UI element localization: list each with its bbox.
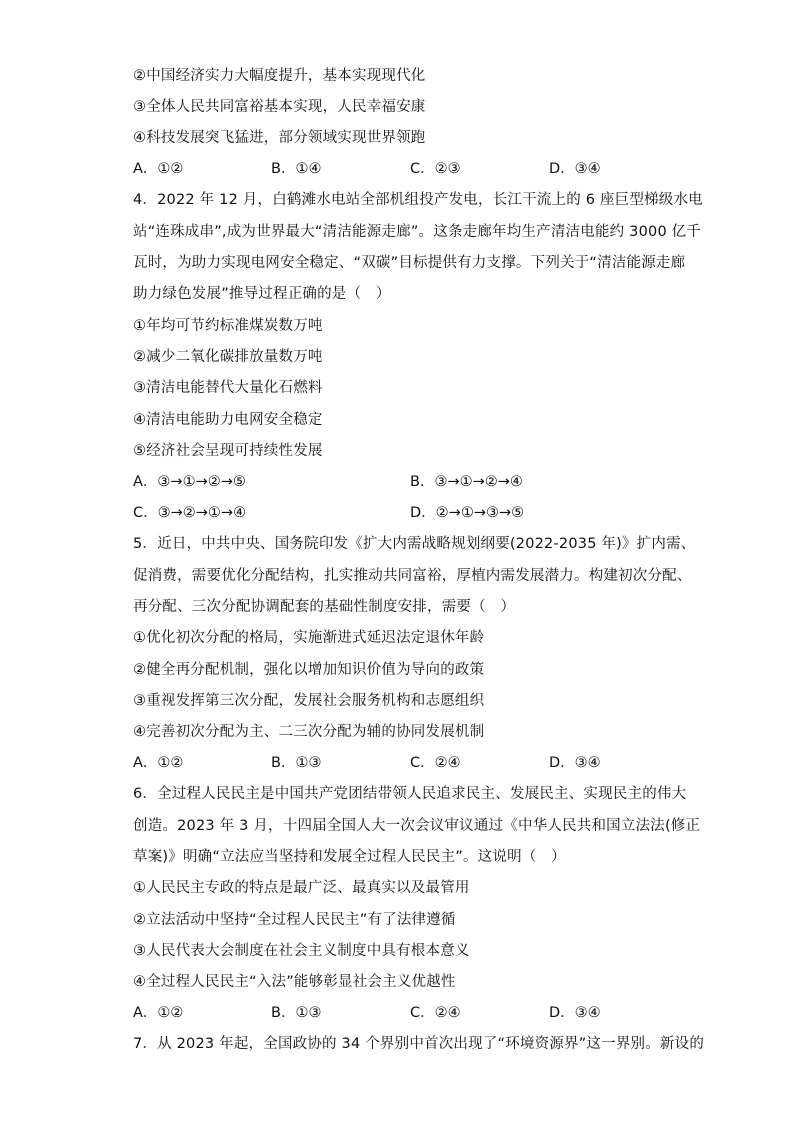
q6-option-d[interactable]: D．③④ (549, 1005, 601, 1021)
q4-item-4: ④清洁电能助力电网安全稳定 (133, 412, 323, 428)
q6-option-a[interactable]: A．①② (133, 1005, 184, 1021)
q4-stem-line-4: 助力绿色发展”推导过程正确的是（ ） (133, 286, 391, 302)
q6-item-3: ③人民代表大会制度在社会主义制度中具有根本意义 (133, 943, 470, 959)
q5-stem-line-1: 5．近日，中共中央、国务院印发《扩大内需战略规划纲要(2022-2035 年)》扩内需、 (133, 536, 696, 552)
q4-option-b[interactable]: B．③→①→②→④ (410, 474, 523, 490)
q5-item-2: ②健全再分配机制，强化以增加知识价值为导向的政策 (133, 662, 485, 678)
q4-option-c[interactable]: C．③→②→①→④ (133, 505, 247, 521)
q6-stem-line-2: 创造。2023 年 3 月，十四届全国人大一次会议审议通过《中华人民共和国立法法(修正 (133, 818, 701, 834)
q4-item-1: ①年均可节约标准煤炭数万吨 (133, 318, 323, 334)
q6-item-2: ②立法活动中坚持“全过程人民民主”有了法律遵循 (133, 912, 456, 928)
q6-item-4: ④全过程人民民主“入法”能够彰显社会主义优越性 (133, 974, 456, 990)
q5-item-3: ③重视发挥第三次分配，发展社会服务机构和志愿组织 (133, 693, 485, 709)
q6-stem-line-1: 6．全过程人民民主是中国共产党团结带领人民追求民主、发展民主、实现民主的伟大 (133, 786, 687, 802)
q3-option-d[interactable]: D．③④ (549, 161, 601, 177)
q5-option-d[interactable]: D．③④ (549, 755, 601, 771)
q4-item-2: ②减少二氧化碳排放量数万吨 (133, 349, 323, 365)
q4-option-a[interactable]: A．③→①→②→⑤ (133, 474, 246, 490)
q5-stem-line-2: 促消费，需要优化分配结构，扎实推动共同富裕，厚植内需发展潜力。构建初次分配、 (133, 568, 692, 584)
q4-stem-line-2: 站“连珠成串”,成为世界最大“清洁能源走廊”。这条走廊年均生产清洁电能约 3000 亿千 (133, 224, 702, 240)
q3-option-c[interactable]: C．②③ (410, 161, 461, 177)
q3-item-2: ②中国经济实力大幅度提升，基本实现现代化 (133, 68, 426, 84)
q5-item-1: ①优化初次分配的格局，实施渐进式延迟法定退休年龄 (133, 630, 485, 646)
q4-option-d[interactable]: D．②→①→③→⑤ (410, 505, 525, 521)
q5-stem-line-3: 再分配、三次分配协调配套的基础性制度安排，需要（ ） (133, 599, 516, 615)
q4-item-3: ③清洁电能替代大量化石燃料 (133, 380, 323, 396)
q3-item-4: ④科技发展突飞猛进，部分领域实现世界领跑 (133, 130, 426, 146)
q6-item-1: ①人民民主专政的特点是最广泛、最真实以及最管用 (133, 880, 470, 896)
q6-option-c[interactable]: C．②④ (410, 1005, 461, 1021)
q3-item-3: ③全体人民共同富裕基本实现，人民幸福安康 (133, 99, 426, 115)
q4-stem-line-3: 瓦时，为助力实现电网安全稳定、“双碳”目标提供有力支撑。下列关于“清洁能源走廊 (133, 255, 686, 271)
q5-option-b[interactable]: B．①③ (271, 755, 322, 771)
q5-option-c[interactable]: C．②④ (410, 755, 461, 771)
q3-option-b[interactable]: B．①④ (271, 161, 322, 177)
q3-option-a[interactable]: A．①② (133, 161, 184, 177)
q4-item-5: ⑤经济社会呈现可持续性发展 (133, 443, 323, 459)
q6-option-b[interactable]: B．①③ (271, 1005, 322, 1021)
q5-option-a[interactable]: A．①② (133, 755, 184, 771)
q4-stem-line-1: 4．2022 年 12 月，白鹤滩水电站全部机组投产发电，长江干流上的 6 座巨型梯级水电 (133, 192, 703, 208)
q6-stem-line-3: 草案)》明确“立法应当坚持和发展全过程人民民主”。这说明（ ） (133, 849, 566, 865)
q5-item-4: ④完善初次分配为主、二三次分配为辅的协同发展机制 (133, 724, 485, 740)
q7-stem-line-1: 7．从 2023 年起，全国政协的 34 个界别中首次出现了“环境资源界”这一界别。新设的 (133, 1036, 705, 1052)
